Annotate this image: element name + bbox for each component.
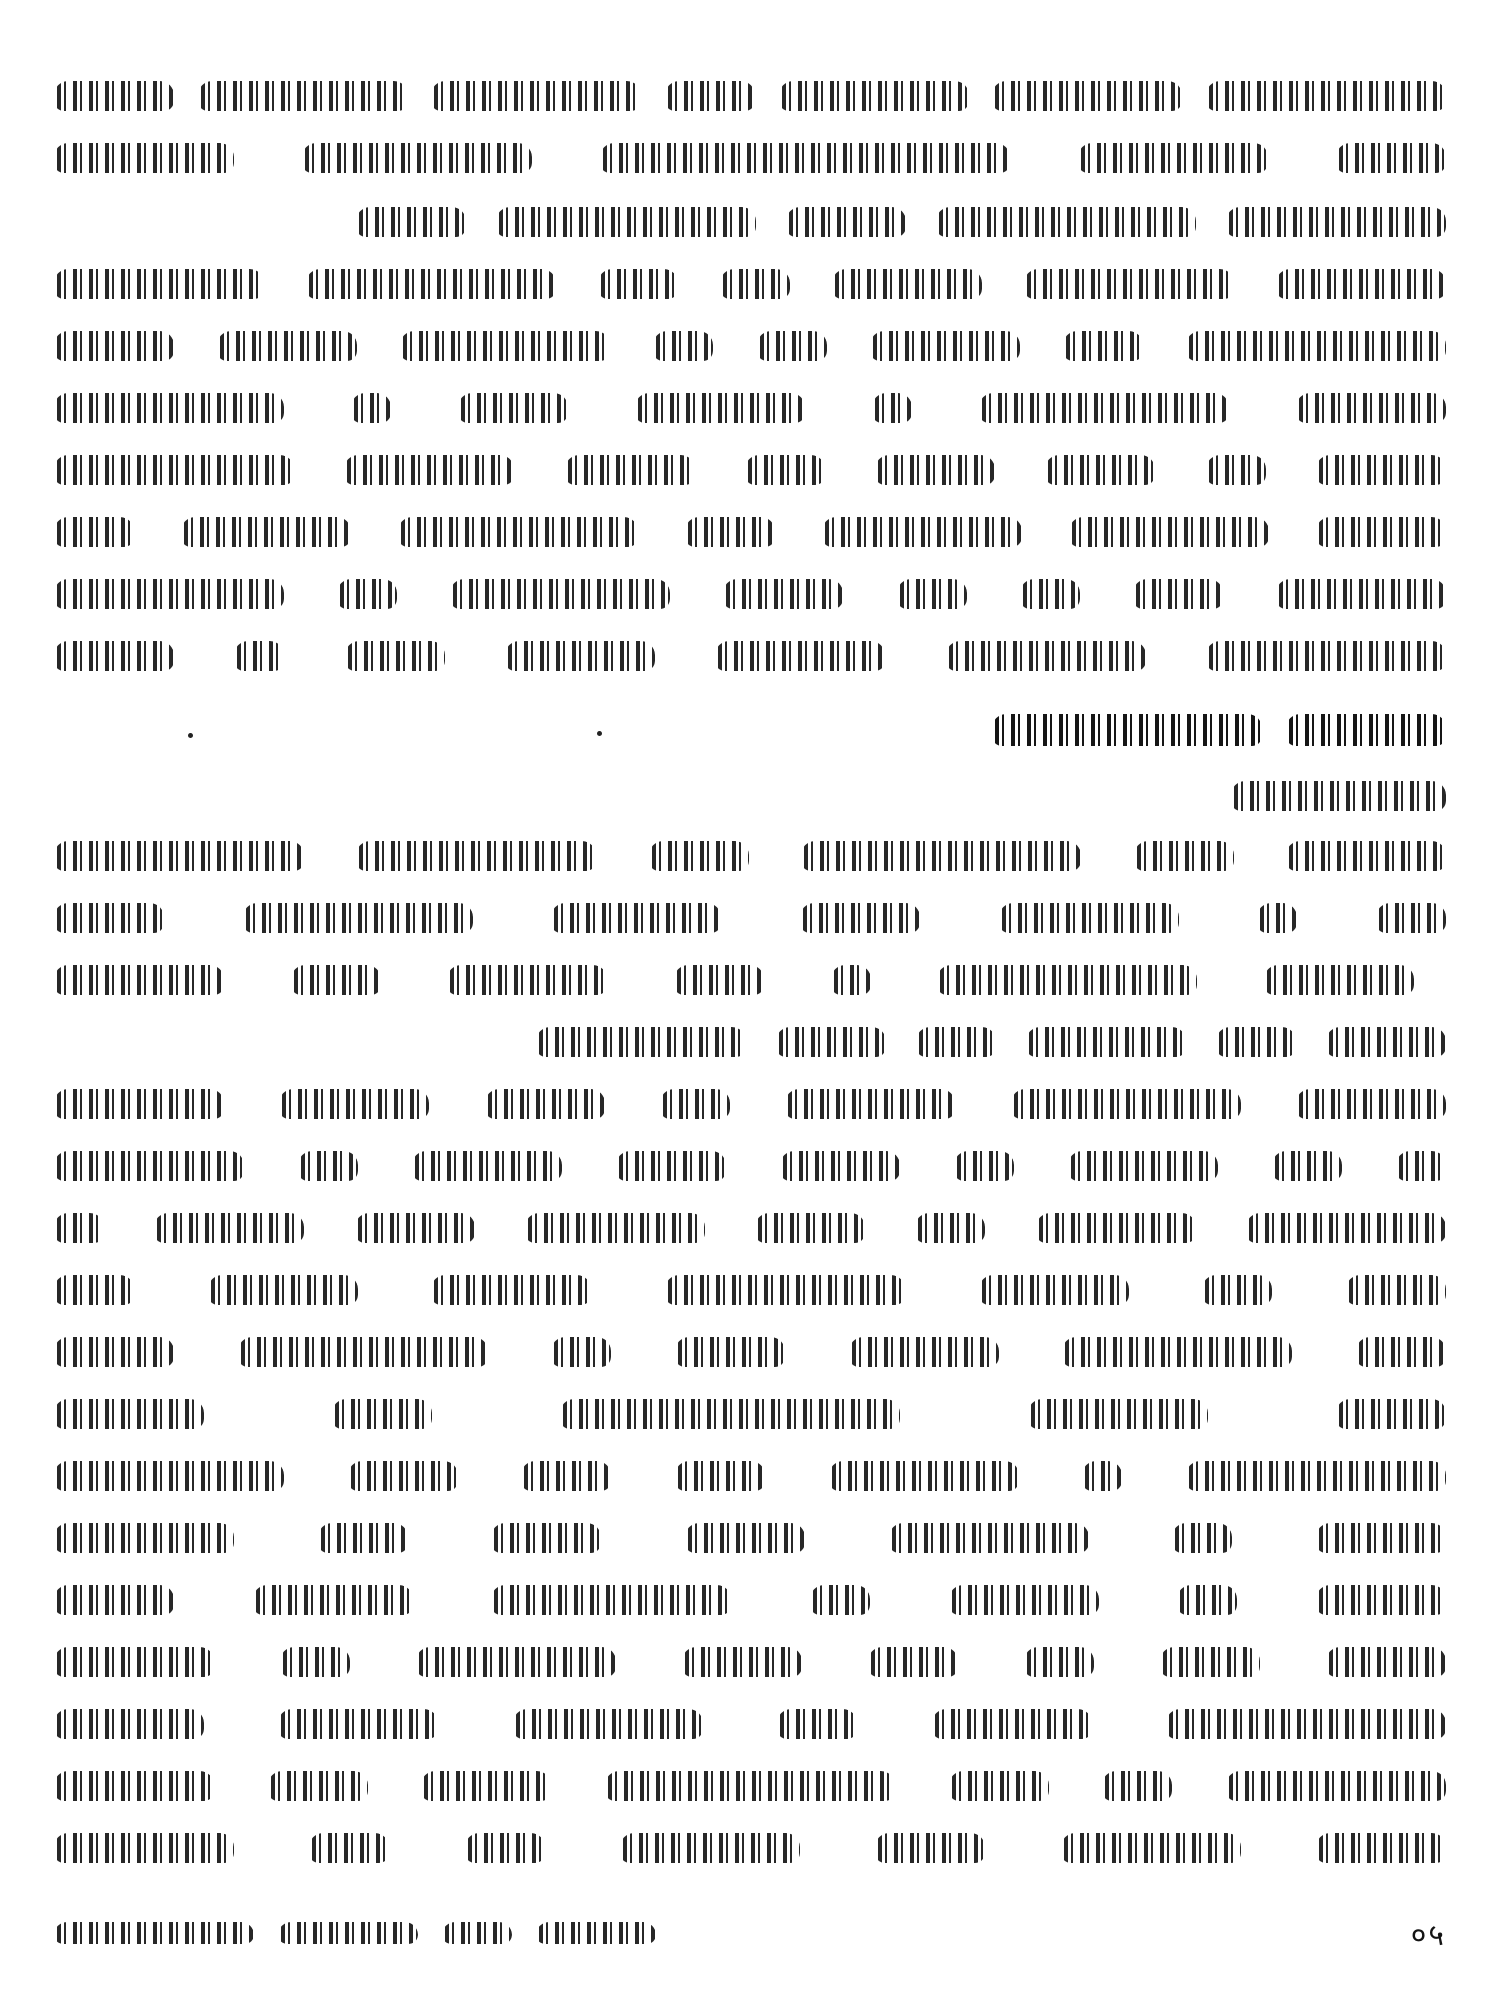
text-line — [54, 1136, 1446, 1196]
text-line — [54, 626, 1446, 686]
word — [979, 1275, 1129, 1305]
word — [872, 393, 912, 423]
word — [777, 1709, 857, 1739]
word — [954, 1151, 1014, 1181]
word — [234, 641, 284, 671]
word — [1011, 1089, 1241, 1119]
stray-mark — [188, 733, 193, 738]
word — [298, 1151, 358, 1181]
word — [198, 81, 408, 111]
word — [54, 1585, 174, 1615]
word — [875, 455, 995, 485]
word — [600, 143, 1010, 173]
word — [458, 393, 568, 423]
word — [1246, 1213, 1446, 1243]
word — [1346, 1275, 1446, 1305]
word — [1226, 1771, 1446, 1801]
word — [302, 143, 532, 173]
word — [1102, 1771, 1172, 1801]
word — [1069, 517, 1269, 547]
word — [309, 1833, 389, 1863]
text-line — [54, 254, 1446, 314]
word — [786, 207, 906, 237]
word — [1296, 1089, 1446, 1119]
word — [675, 1337, 785, 1367]
text-line — [54, 502, 1446, 562]
word — [999, 903, 1179, 933]
word — [829, 1461, 1019, 1491]
word — [1316, 517, 1446, 547]
word — [291, 965, 381, 995]
word — [916, 1027, 996, 1057]
word — [1226, 207, 1446, 237]
word — [54, 965, 224, 995]
word — [674, 965, 764, 995]
word — [1078, 143, 1268, 173]
word — [780, 1151, 900, 1181]
word — [810, 1585, 870, 1615]
word — [598, 269, 678, 299]
word — [54, 1709, 204, 1739]
word — [54, 903, 164, 933]
text-line — [54, 826, 1446, 886]
word — [1316, 1523, 1446, 1553]
word — [356, 207, 466, 237]
word — [551, 1337, 611, 1367]
word — [635, 393, 805, 423]
word — [268, 1771, 368, 1801]
word — [800, 903, 920, 933]
word — [1186, 1461, 1446, 1491]
word — [1276, 579, 1446, 609]
word — [356, 841, 596, 871]
word — [54, 641, 174, 671]
word — [1133, 579, 1223, 609]
word — [421, 1771, 551, 1801]
word — [536, 1027, 746, 1057]
word — [1063, 331, 1143, 361]
word — [243, 903, 473, 933]
text-line — [420, 1012, 1446, 1072]
text-line — [54, 316, 1446, 376]
word — [491, 1523, 601, 1553]
word — [1134, 841, 1234, 871]
text-line — [54, 378, 1446, 438]
word — [675, 1461, 765, 1491]
word — [1082, 1461, 1122, 1491]
word — [54, 1647, 214, 1677]
word — [217, 331, 357, 361]
word — [915, 1213, 985, 1243]
word — [949, 1585, 1099, 1615]
word — [1257, 903, 1297, 933]
word — [351, 393, 391, 423]
heading-word — [992, 714, 1262, 746]
word — [757, 331, 827, 361]
word — [332, 1399, 432, 1429]
text-line — [54, 564, 1446, 624]
word — [1264, 965, 1414, 995]
footer-word — [278, 1922, 418, 1944]
word — [306, 269, 556, 299]
text-line — [54, 1074, 1446, 1134]
word — [1336, 143, 1446, 173]
word — [605, 1771, 895, 1801]
word — [525, 1213, 705, 1243]
text-line — [1200, 766, 1446, 826]
word — [979, 393, 1229, 423]
word — [54, 1089, 224, 1119]
word — [660, 1089, 730, 1119]
word — [665, 81, 755, 111]
word — [54, 81, 174, 111]
word — [1068, 1151, 1218, 1181]
word — [1376, 903, 1446, 933]
word — [1061, 1833, 1241, 1863]
word — [398, 517, 638, 547]
word — [779, 81, 969, 111]
word — [513, 1709, 703, 1739]
word — [450, 579, 670, 609]
word — [868, 1647, 958, 1677]
word — [1024, 269, 1234, 299]
word — [937, 965, 1197, 995]
word — [720, 269, 790, 299]
word — [1172, 1523, 1232, 1553]
word — [54, 269, 264, 299]
text-line — [54, 1694, 1446, 1754]
word — [755, 1213, 865, 1243]
word — [1396, 1151, 1446, 1181]
word — [822, 517, 1022, 547]
footer-word — [442, 1922, 512, 1944]
page-footer — [54, 1908, 1446, 1958]
text-line — [54, 1756, 1446, 1816]
word — [1202, 1275, 1272, 1305]
word — [649, 841, 749, 871]
word — [54, 455, 294, 485]
word — [723, 579, 843, 609]
word — [1316, 1833, 1446, 1863]
word — [54, 143, 234, 173]
word — [1206, 641, 1446, 671]
word — [1336, 1399, 1446, 1429]
word — [889, 1523, 1089, 1553]
word — [1326, 1647, 1446, 1677]
word — [946, 641, 1146, 671]
word — [54, 393, 284, 423]
word — [491, 1585, 731, 1615]
word — [348, 1461, 458, 1491]
text-line — [54, 440, 1446, 500]
word — [416, 1647, 616, 1677]
word — [54, 331, 174, 361]
word — [400, 331, 610, 361]
word — [1160, 1647, 1260, 1677]
word — [1272, 1151, 1342, 1181]
word — [801, 841, 1081, 871]
word — [1231, 781, 1446, 811]
word — [831, 965, 871, 995]
text-line — [54, 1260, 1446, 1320]
word — [875, 1833, 985, 1863]
word — [682, 1647, 802, 1677]
word — [1026, 1027, 1186, 1057]
word — [447, 965, 607, 995]
word — [345, 641, 445, 671]
word — [54, 841, 304, 871]
word — [54, 517, 134, 547]
word — [355, 1213, 475, 1243]
word — [870, 331, 1020, 361]
heading-word — [1286, 714, 1446, 746]
word — [1216, 1027, 1296, 1057]
word — [897, 579, 967, 609]
word — [496, 207, 756, 237]
word — [1286, 841, 1446, 871]
word — [521, 1461, 611, 1491]
word — [715, 641, 885, 671]
word — [54, 1151, 244, 1181]
running-footer — [54, 1922, 656, 1944]
word — [832, 269, 982, 299]
word — [1028, 1399, 1208, 1429]
word — [685, 517, 775, 547]
word — [344, 455, 514, 485]
word — [54, 1275, 134, 1305]
text-line — [54, 1508, 1446, 1568]
word — [565, 455, 695, 485]
word — [431, 1275, 591, 1305]
word — [1356, 1337, 1446, 1367]
text-line — [54, 1198, 1446, 1258]
word — [54, 1461, 284, 1491]
word — [665, 1275, 905, 1305]
text-line — [54, 888, 1446, 948]
word — [620, 1833, 800, 1863]
word — [1020, 579, 1080, 609]
word — [1276, 269, 1446, 299]
word — [560, 1399, 900, 1429]
text-line — [54, 1570, 1446, 1630]
word — [278, 1709, 438, 1739]
word — [318, 1523, 408, 1553]
word — [54, 1337, 174, 1367]
text-line — [54, 1632, 1446, 1692]
word — [54, 1523, 234, 1553]
word — [1186, 331, 1446, 361]
word — [412, 1151, 562, 1181]
text-line — [54, 1818, 1446, 1878]
word — [505, 641, 655, 671]
word — [936, 207, 1196, 237]
word — [685, 1523, 805, 1553]
word — [1206, 455, 1266, 485]
word — [551, 903, 721, 933]
word — [1036, 1213, 1196, 1243]
word — [181, 517, 351, 547]
word — [1045, 455, 1155, 485]
word — [431, 81, 641, 111]
text-line — [280, 192, 1446, 252]
word — [745, 455, 825, 485]
word — [1316, 455, 1446, 485]
word — [485, 1089, 605, 1119]
word — [1206, 81, 1446, 111]
word — [54, 1399, 204, 1429]
word — [1024, 1647, 1094, 1677]
word — [1326, 1027, 1446, 1057]
word — [337, 579, 397, 609]
word — [776, 1027, 886, 1057]
word — [949, 1771, 1049, 1801]
word — [154, 1213, 304, 1243]
word — [785, 1089, 955, 1119]
word — [1166, 1709, 1446, 1739]
word — [238, 1337, 488, 1367]
word — [54, 579, 284, 609]
section-heading — [54, 700, 1446, 760]
word — [54, 1833, 234, 1863]
stray-mark — [597, 731, 602, 736]
text-line — [54, 950, 1414, 1010]
text-line — [54, 1384, 1446, 1444]
word — [992, 81, 1182, 111]
text-line — [54, 66, 1446, 126]
word — [616, 1151, 726, 1181]
word — [54, 1213, 104, 1243]
text-line — [54, 128, 1446, 188]
word — [653, 331, 713, 361]
word — [208, 1275, 358, 1305]
word — [280, 1647, 350, 1677]
word — [932, 1709, 1092, 1739]
page-number: ०५ — [1410, 1917, 1446, 1953]
word — [1296, 393, 1446, 423]
word — [54, 1771, 214, 1801]
word — [253, 1585, 413, 1615]
text-line — [54, 1322, 1446, 1382]
footer-word — [54, 1922, 254, 1944]
word — [279, 1089, 429, 1119]
word — [1177, 1585, 1237, 1615]
word — [1316, 1585, 1446, 1615]
footer-word — [536, 1922, 656, 1944]
word — [465, 1833, 545, 1863]
text-line — [54, 1446, 1446, 1506]
word — [1062, 1337, 1292, 1367]
word — [849, 1337, 999, 1367]
